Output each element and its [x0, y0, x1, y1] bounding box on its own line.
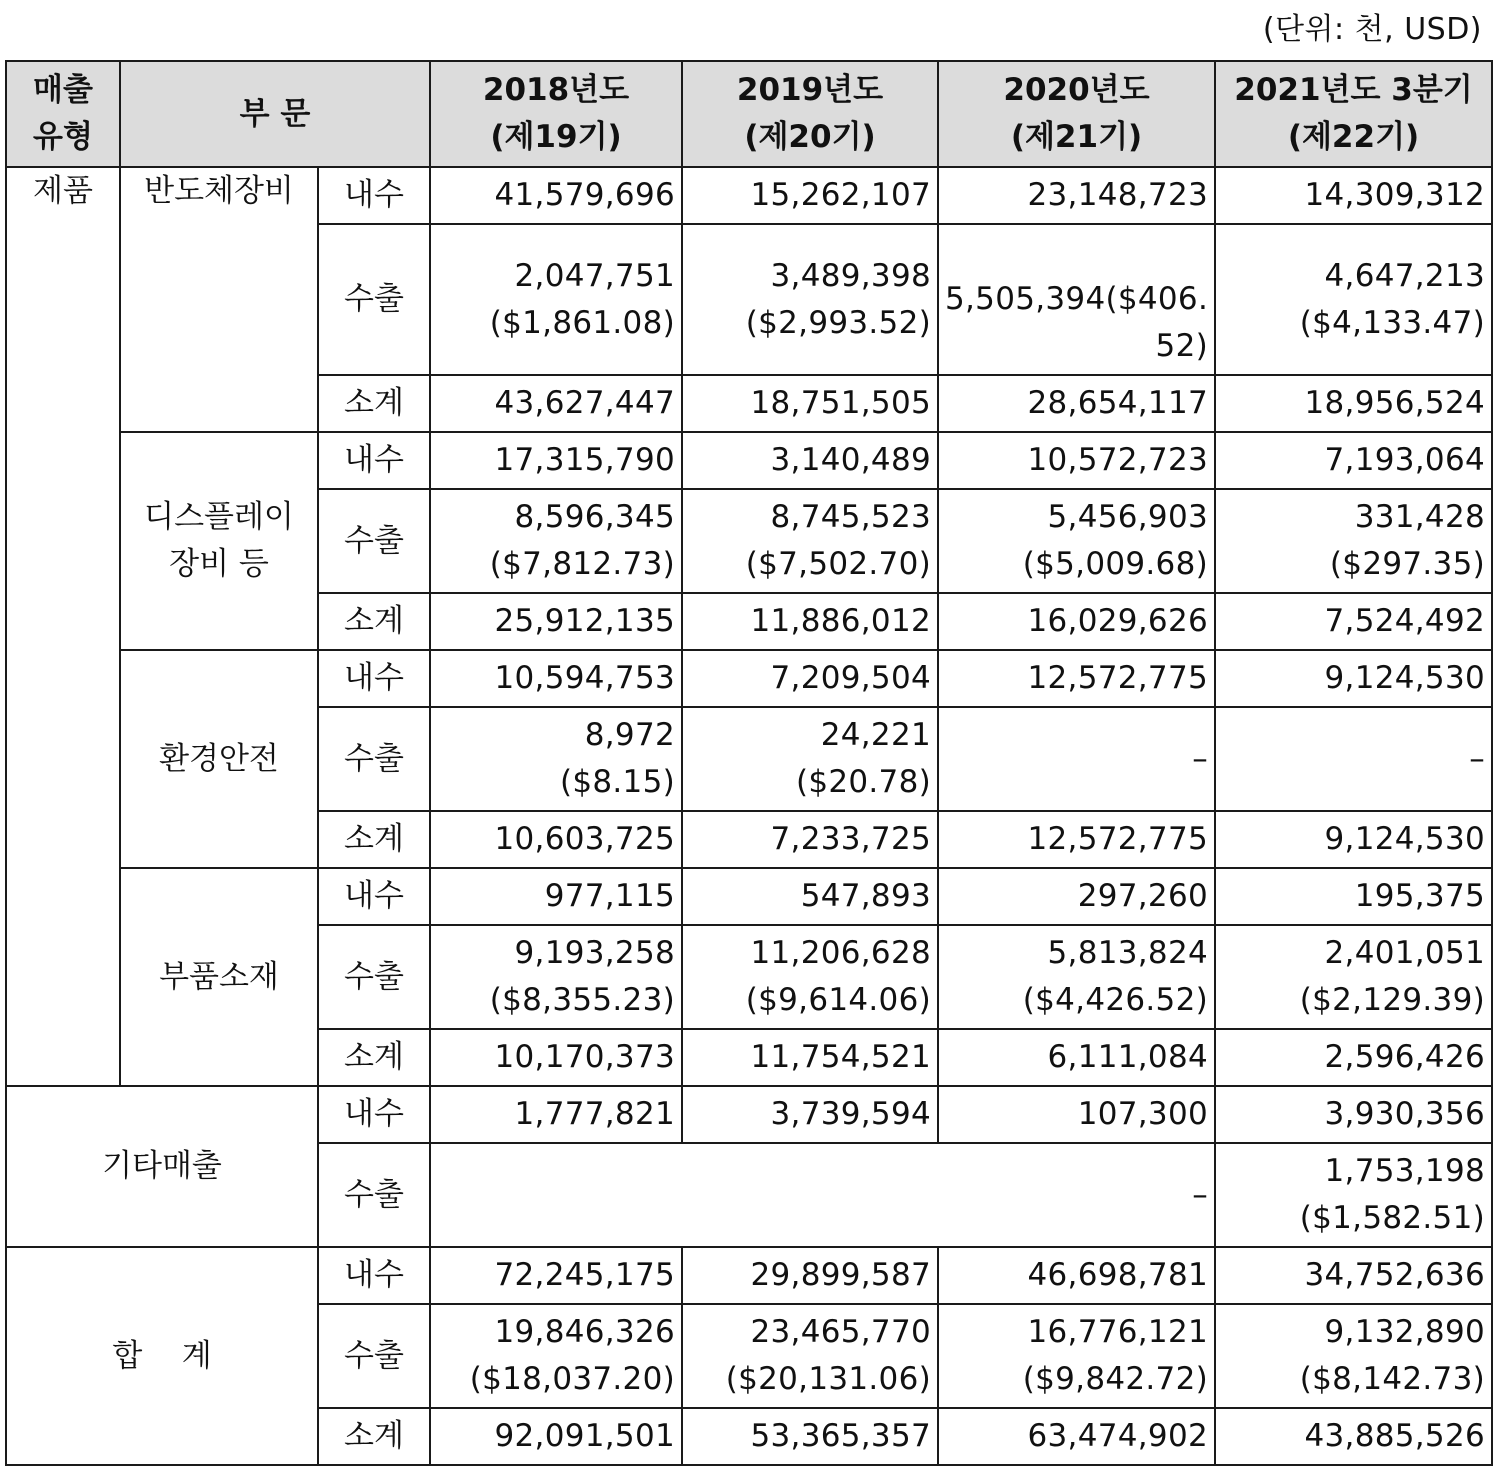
cell-value: 24,221 ($20.78): [682, 707, 938, 811]
kind-export: 수출: [318, 224, 430, 375]
cell-value: 25,912,135: [430, 593, 682, 650]
cell-value: 3,489,398 ($2,993.52): [682, 224, 938, 375]
cell-value: 28,654,117: [938, 375, 1215, 432]
table-row: [6, 1247, 1492, 1304]
cell-value: 14,309,312: [1215, 167, 1492, 224]
cell-value: 1,753,198 ($1,582.51): [1215, 1143, 1492, 1247]
cell-value: 7,209,504: [682, 650, 938, 707]
kind-export: 수출: [318, 707, 430, 811]
header-2021: 2021년도 3분기 (제22기): [1215, 61, 1492, 167]
cell-value: 977,115: [430, 868, 682, 925]
sales-table: [5, 60, 1493, 1466]
cell-value: 3,140,489: [682, 432, 938, 489]
cell-value: 7,233,725: [682, 811, 938, 868]
table-row: [6, 868, 1492, 925]
segment-env: 환경안전: [120, 650, 318, 868]
cell-value: 53,365,357: [682, 1408, 938, 1465]
cell-value: 16,776,121 ($9,842.72): [938, 1304, 1215, 1408]
header-2019: 2019년도 (제20기): [682, 61, 938, 167]
cell-value: 10,572,723: [938, 432, 1215, 489]
cell-value: 10,603,725: [430, 811, 682, 868]
cell-value: 4,647,213 ($4,133.47): [1215, 224, 1492, 375]
cell-value: 11,754,521: [682, 1029, 938, 1086]
header-segment: 부 문: [120, 61, 430, 167]
segment-parts: 부품소재: [120, 868, 318, 1086]
cell-value: 17,315,790: [430, 432, 682, 489]
cell-value: 2,401,051 ($2,129.39): [1215, 925, 1492, 1029]
cell-value: 63,474,902: [938, 1408, 1215, 1465]
cell-value: 7,524,492: [1215, 593, 1492, 650]
cell-value: 23,465,770 ($20,131.06): [682, 1304, 938, 1408]
cell-value: 12,572,775: [938, 650, 1215, 707]
cell-value: –: [1215, 707, 1492, 811]
unit-note: (단위: 천, USD): [1262, 12, 1482, 47]
cell-value: 29,899,587: [682, 1247, 938, 1304]
cell-value: 16,029,626: [938, 593, 1215, 650]
cell-value: 92,091,501: [430, 1408, 682, 1465]
cell-value: 7,193,064: [1215, 432, 1492, 489]
cell-value: 9,124,530: [1215, 811, 1492, 868]
header-2018: 2018년도 (제19기): [430, 61, 682, 167]
table-row: [6, 650, 1492, 707]
kind-export: 수출: [318, 1304, 430, 1408]
kind-export: 수출: [318, 489, 430, 593]
cell-value: 34,752,636: [1215, 1247, 1492, 1304]
kind-subtotal: 소계: [318, 593, 430, 650]
cell-value: 8,596,345 ($7,812.73): [430, 489, 682, 593]
kind-domestic: 내수: [318, 1086, 430, 1143]
kind-subtotal: 소계: [318, 1408, 430, 1465]
table-row: [6, 432, 1492, 489]
segment-other: 기타매출: [6, 1086, 318, 1247]
cell-value: 297,260: [938, 868, 1215, 925]
kind-subtotal: 소계: [318, 1029, 430, 1086]
cell-value: 18,751,505: [682, 375, 938, 432]
cell-value: 46,698,781: [938, 1247, 1215, 1304]
cell-value: 11,206,628 ($9,614.06): [682, 925, 938, 1029]
cell-value: 9,124,530: [1215, 650, 1492, 707]
cell-value: 10,170,373: [430, 1029, 682, 1086]
cell-value: 19,846,326 ($18,037.20): [430, 1304, 682, 1408]
segment-total: 합 계: [6, 1247, 318, 1465]
cell-value: 23,148,723: [938, 167, 1215, 224]
cell-value: 195,375: [1215, 868, 1492, 925]
cell-value: 3,739,594: [682, 1086, 938, 1143]
cell-value: 5,456,903 ($5,009.68): [938, 489, 1215, 593]
cell-value-merged: –: [430, 1143, 1215, 1247]
kind-export: 수출: [318, 925, 430, 1029]
cell-value: 331,428 ($297.35): [1215, 489, 1492, 593]
cell-value: 9,132,890 ($8,142.73): [1215, 1304, 1492, 1408]
kind-domestic: 내수: [318, 432, 430, 489]
segment-display: 디스플레이 장비 등: [120, 432, 318, 650]
cell-value: –: [938, 707, 1215, 811]
cell-value: 5,505,394($406. 52): [938, 224, 1215, 375]
kind-domestic: 내수: [318, 167, 430, 224]
cell-value: 12,572,775: [938, 811, 1215, 868]
cell-value: 43,885,526: [1215, 1408, 1492, 1465]
cell-value: 8,745,523 ($7,502.70): [682, 489, 938, 593]
cell-value: 10,594,753: [430, 650, 682, 707]
kind-domestic: 내수: [318, 650, 430, 707]
cell-value: 2,596,426: [1215, 1029, 1492, 1086]
kind-export: 수출: [318, 1143, 430, 1247]
cell-value: 18,956,524: [1215, 375, 1492, 432]
kind-domestic: 내수: [318, 1247, 430, 1304]
cell-value: 15,262,107: [682, 167, 938, 224]
header-2020: 2020년도 (제21기): [938, 61, 1215, 167]
header-row: [6, 61, 1492, 167]
cell-value: 107,300: [938, 1086, 1215, 1143]
cell-value: 547,893: [682, 868, 938, 925]
cell-value: 5,813,824 ($4,426.52): [938, 925, 1215, 1029]
cell-value: 3,930,356: [1215, 1086, 1492, 1143]
kind-subtotal: 소계: [318, 375, 430, 432]
cell-value: 6,111,084: [938, 1029, 1215, 1086]
cell-value: 9,193,258 ($8,355.23): [430, 925, 682, 1029]
cell-value: 41,579,696: [430, 167, 682, 224]
table-row: [6, 167, 1492, 224]
cell-value: 11,886,012: [682, 593, 938, 650]
header-type: 매출 유형: [6, 61, 120, 167]
cell-value: 43,627,447: [430, 375, 682, 432]
kind-domestic: 내수: [318, 868, 430, 925]
cell-value: 1,777,821: [430, 1086, 682, 1143]
kind-subtotal: 소계: [318, 811, 430, 868]
segment-semi: 반도체장비: [120, 167, 318, 432]
type-label: 제품: [6, 167, 120, 1086]
cell-value: 2,047,751 ($1,861.08): [430, 224, 682, 375]
cell-value: 8,972 ($8.15): [430, 707, 682, 811]
table-row: [6, 1086, 1492, 1143]
cell-value: 72,245,175: [430, 1247, 682, 1304]
